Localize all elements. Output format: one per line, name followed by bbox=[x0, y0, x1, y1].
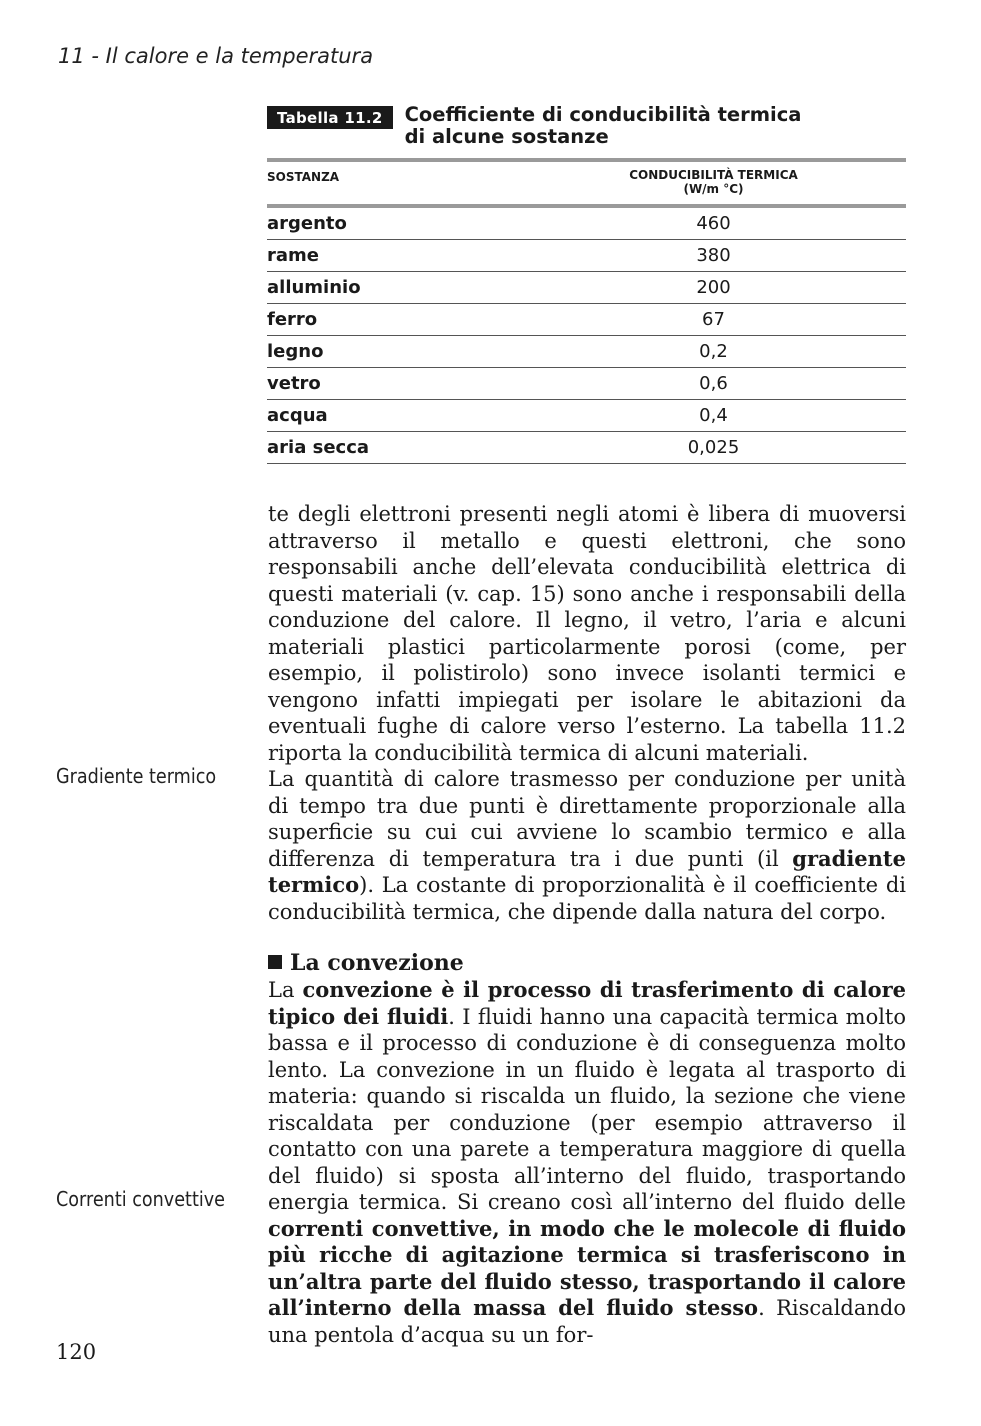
table-row bbox=[267, 272, 906, 304]
term-correnti-convettive: correnti convettive, in modo che le molecole di fluido più ricche di agitazione termica si trasferiscono in un’altra parte del fluido stesso, trasportando il calore all’interno della massa del fluido stesso bbox=[268, 1215, 906, 1320]
conductivity-table bbox=[267, 104, 906, 464]
row-substance: legno bbox=[267, 341, 324, 362]
table-caption bbox=[267, 104, 906, 148]
square-bullet-icon bbox=[268, 955, 282, 969]
term-convection-definition: convezione è il processo di trasferimento di calore tipico dei fluidi bbox=[268, 977, 906, 1029]
row-value: 200 bbox=[696, 277, 731, 298]
table-title bbox=[405, 104, 802, 148]
header-conductivity bbox=[517, 168, 906, 204]
row-substance: argento bbox=[267, 213, 347, 234]
table-row bbox=[267, 368, 906, 400]
paragraph-gradient bbox=[268, 766, 906, 925]
table-title-line1: Coefficiente di conducibilità termica bbox=[404, 103, 802, 126]
row-value: 67 bbox=[702, 309, 725, 330]
header-unit: (W/m °C) bbox=[683, 182, 744, 196]
row-substance: acqua bbox=[267, 405, 328, 426]
row-value: 0,4 bbox=[699, 405, 728, 426]
row-value: 0,2 bbox=[699, 341, 728, 362]
page-number: 120 bbox=[56, 1340, 97, 1364]
paragraph-gradient-text: La quantità di calore trasmesso per conduzione per unità di tempo tra due punti è direttamente proporzionale alla superficie su cui cui avviene lo scambio termico e alla differenza di temperatura tra i due punti (il bbox=[268, 767, 906, 871]
section-heading bbox=[268, 950, 464, 976]
table-row bbox=[267, 400, 906, 432]
table-row bbox=[267, 208, 906, 240]
section-heading-text: La convezione bbox=[290, 950, 464, 976]
row-value: 0,025 bbox=[687, 437, 740, 458]
paragraph-convection bbox=[268, 977, 906, 1348]
header-conductivity-label: CONDUCIBILITÀ TERMICA bbox=[629, 168, 798, 182]
table-header bbox=[267, 162, 906, 204]
row-substance: aria secca bbox=[267, 437, 370, 458]
table-row bbox=[267, 432, 906, 464]
table-row bbox=[267, 304, 906, 336]
paragraph-convection-text: . I fluidi hanno una capacità termica molto bassa e il processo di conduzione è di conseguenza molto lento. La convezione in un fluido è legata al trasporto di materia: quando si riscalda un fluido, la sezione che viene riscaldata per conduzione (per esempio attraverso il contatto con una parete a temperatura maggiore di quella del fluido) si sposta all’interno del fluido, trasportando energia termica. Si creano così all’interno del fluido delle bbox=[268, 1004, 907, 1214]
header-substance: SOSTANZA bbox=[267, 170, 340, 184]
table-title-line2: di alcune sostanze bbox=[404, 125, 609, 148]
row-substance: rame bbox=[267, 245, 319, 266]
margin-note-convective: Correnti convettive bbox=[56, 1187, 225, 1211]
row-substance: alluminio bbox=[267, 277, 361, 298]
table-tag: Tabella 11.2 bbox=[267, 106, 393, 129]
margin-note-gradient: Gradiente termico bbox=[56, 764, 217, 788]
row-value: 380 bbox=[696, 245, 731, 266]
row-value: 460 bbox=[696, 213, 731, 234]
row-substance: ferro bbox=[267, 309, 318, 330]
row-substance: vetro bbox=[267, 373, 321, 394]
paragraph-convection-start: La bbox=[268, 978, 303, 1002]
table-row bbox=[267, 336, 906, 368]
running-head: 11 - Il calore e la temperatura bbox=[58, 44, 374, 68]
term-gradiente-termico: gradiente termico bbox=[268, 845, 906, 897]
paragraph-convection-end: . Riscaldando una pentola d’acqua su un for- bbox=[268, 1296, 906, 1347]
row-value: 0,6 bbox=[699, 373, 728, 394]
paragraph-gradient-text-end: ). La costante di proporzionalità è il coefficiente di conducibilità termica, che dipende dalla natura del corpo. bbox=[268, 873, 906, 924]
paragraph-conductors: te degli elettroni presenti negli atomi è libera di muoversi attraverso il metallo e questi elettroni, che sono responsabili anche dell’elevata conducibilità elettrica di questi materiali (v. cap. 15) sono anche i responsabili della conduzione del calore. Il legno, il vetro, l’aria e alcuni materiali plastici particolarmente porosi (come, per esempio, il polistirolo) sono invece isolanti termici e vengono infatti impiegati per isolare le abitazioni da eventuali fughe di calore verso l’esterno. La tabella 11.2 riporta la conducibilità termica di alcuni materiali. bbox=[268, 502, 906, 765]
table-row bbox=[267, 240, 906, 272]
